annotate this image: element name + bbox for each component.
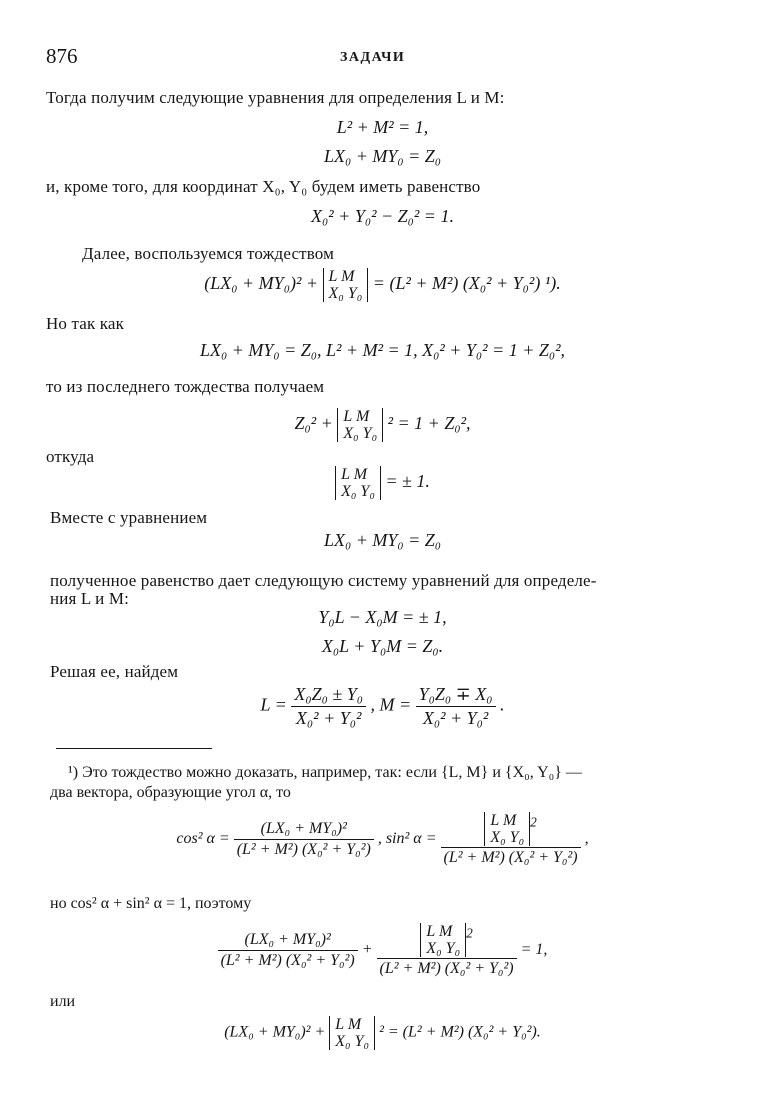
footnote-line-3: но cos² α + sin² α = 1, поэтому <box>50 895 252 912</box>
footnote-cos-sin-equation: cos² α = $\frac{\text{(LX₀ + MY₀)²}}{\text{(L² + M²) (X₀² + Y₀²)}}$ , sin² α = L M X₀ Y₀ $^2$ (L² + M²) (X₀² + Y₀²) , <box>176 812 589 866</box>
equation-10: X₀L + Y₀M = Z₀. <box>321 636 444 656</box>
paragraph-8-line-2: ния L и M: <box>50 589 129 608</box>
paragraph-6: откуда <box>46 447 95 466</box>
equation-6: Z₀² + L M X₀ Y₀ ² = 1 + Z₀², <box>294 408 471 442</box>
equation-3: X₀² + Y₀² − Z₀² = 1. <box>311 206 454 226</box>
fraction-cos: $\frac{\text{(LX₀ + MY₀)²}}{\text{(L² + M²) (X₀² + Y₀²)}}$ <box>234 820 374 859</box>
paragraph-5: то из последнего тождества получаем <box>46 377 325 396</box>
equation-11: L = $\frac{\text{X₀Z₀ ± Y₀}}{\text{X₀² + Y₀²}}$ , M = $\frac{\text{Y₀Z₀ ∓ X₀}}{\text{X₀² + Y₀²}}$ . <box>260 684 505 728</box>
equation-7: L M X₀ Y₀ = ± 1. <box>0 466 765 500</box>
paragraph-2: и, кроме того, для координат X₀, Y₀ будем иметь равенство <box>46 177 481 196</box>
fraction-M: $\frac{\text{Y₀Z₀ ∓ X₀}}{\text{X₀² + Y₀²}}$ <box>416 684 496 729</box>
footnote-sum-equation: $\frac{\text{(LX₀ + MY₀)²}}{\text{(L² + M²) (X₀² + Y₀²)}}$ + L M X₀ Y₀ $^2$ (L² + M²) (X₀² + Y₀²) = 1, <box>0 923 765 978</box>
footnote-final-equation: (LX₀ + MY₀)² + L M X₀ Y₀ ² = (L² + M²) (X₀² + Y₀²). <box>224 1016 541 1050</box>
fraction-sin: L M X₀ Y₀ $^2$ (L² + M²) (X₀² + Y₀²) <box>441 812 581 867</box>
equation-4-left: (LX₀ + MY₀)² + <box>204 273 318 294</box>
equation-5: LX₀ + MY₀ = Z₀, L² + M² = 1, X₀² + Y₀² = 1 + Z₀², <box>199 340 566 360</box>
paragraph-7: Вместе с уравнением <box>50 508 208 527</box>
determinant-2: L M X₀ Y₀ <box>337 408 383 442</box>
paragraph-9: Решая ее, найдем <box>50 662 179 681</box>
equation-9: Y₀L − X₀M = ± 1, <box>318 607 447 627</box>
equation-4 <box>0 268 765 302</box>
fraction-L: $\frac{\text{X₀Z₀ ± Y₀}}{\text{X₀² + Y₀²}}$ <box>291 684 366 729</box>
equation-1: L² + M² = 1, <box>336 117 429 137</box>
determinant-1: L M X₀ Y₀ <box>323 268 369 302</box>
determinant-4: L M X₀ Y₀ <box>484 812 530 846</box>
footnote-line-4: или <box>50 993 76 1010</box>
page-number: 876 <box>46 44 78 68</box>
determinant-3: L M X₀ Y₀ <box>335 466 381 500</box>
determinant-6: L M X₀ Y₀ <box>329 1016 375 1050</box>
running-title: ЗАДАЧИ <box>340 50 406 65</box>
paragraph-8-line-1: полученное равенство дает следующую систему уравнений для определе- <box>50 571 597 590</box>
determinant-5: L M X₀ Y₀ <box>420 923 466 957</box>
fraction-sum-2: L M X₀ Y₀ $^2$ (L² + M²) (X₀² + Y₀²) <box>377 923 517 978</box>
equation-8: LX₀ + MY₀ = Z₀ <box>323 530 442 550</box>
footnote-line-2: два вектора, образующие угол α, то <box>50 784 291 801</box>
paragraph-1: Тогда получим следующие уравнения для определения L и M: <box>46 88 505 107</box>
footnote-line-1: ¹) Это тождество можно доказать, например, так: если {L, M} и {X₀, Y₀} — <box>68 764 582 781</box>
paragraph-4: Но так как <box>46 314 125 333</box>
equation-2: LX₀ + MY₀ = Z₀ <box>323 146 442 166</box>
fraction-sum-1: $\frac{\text{(LX₀ + MY₀)²}}{\text{(L² + M²) (X₀² + Y₀²)}}$ <box>218 931 358 970</box>
footnote-rule <box>56 748 212 749</box>
paragraph-3: Далее, воспользуемся тождеством <box>82 244 335 263</box>
equation-4-right: = (L² + M²) (X₀² + Y₀²) ¹). <box>372 273 561 294</box>
